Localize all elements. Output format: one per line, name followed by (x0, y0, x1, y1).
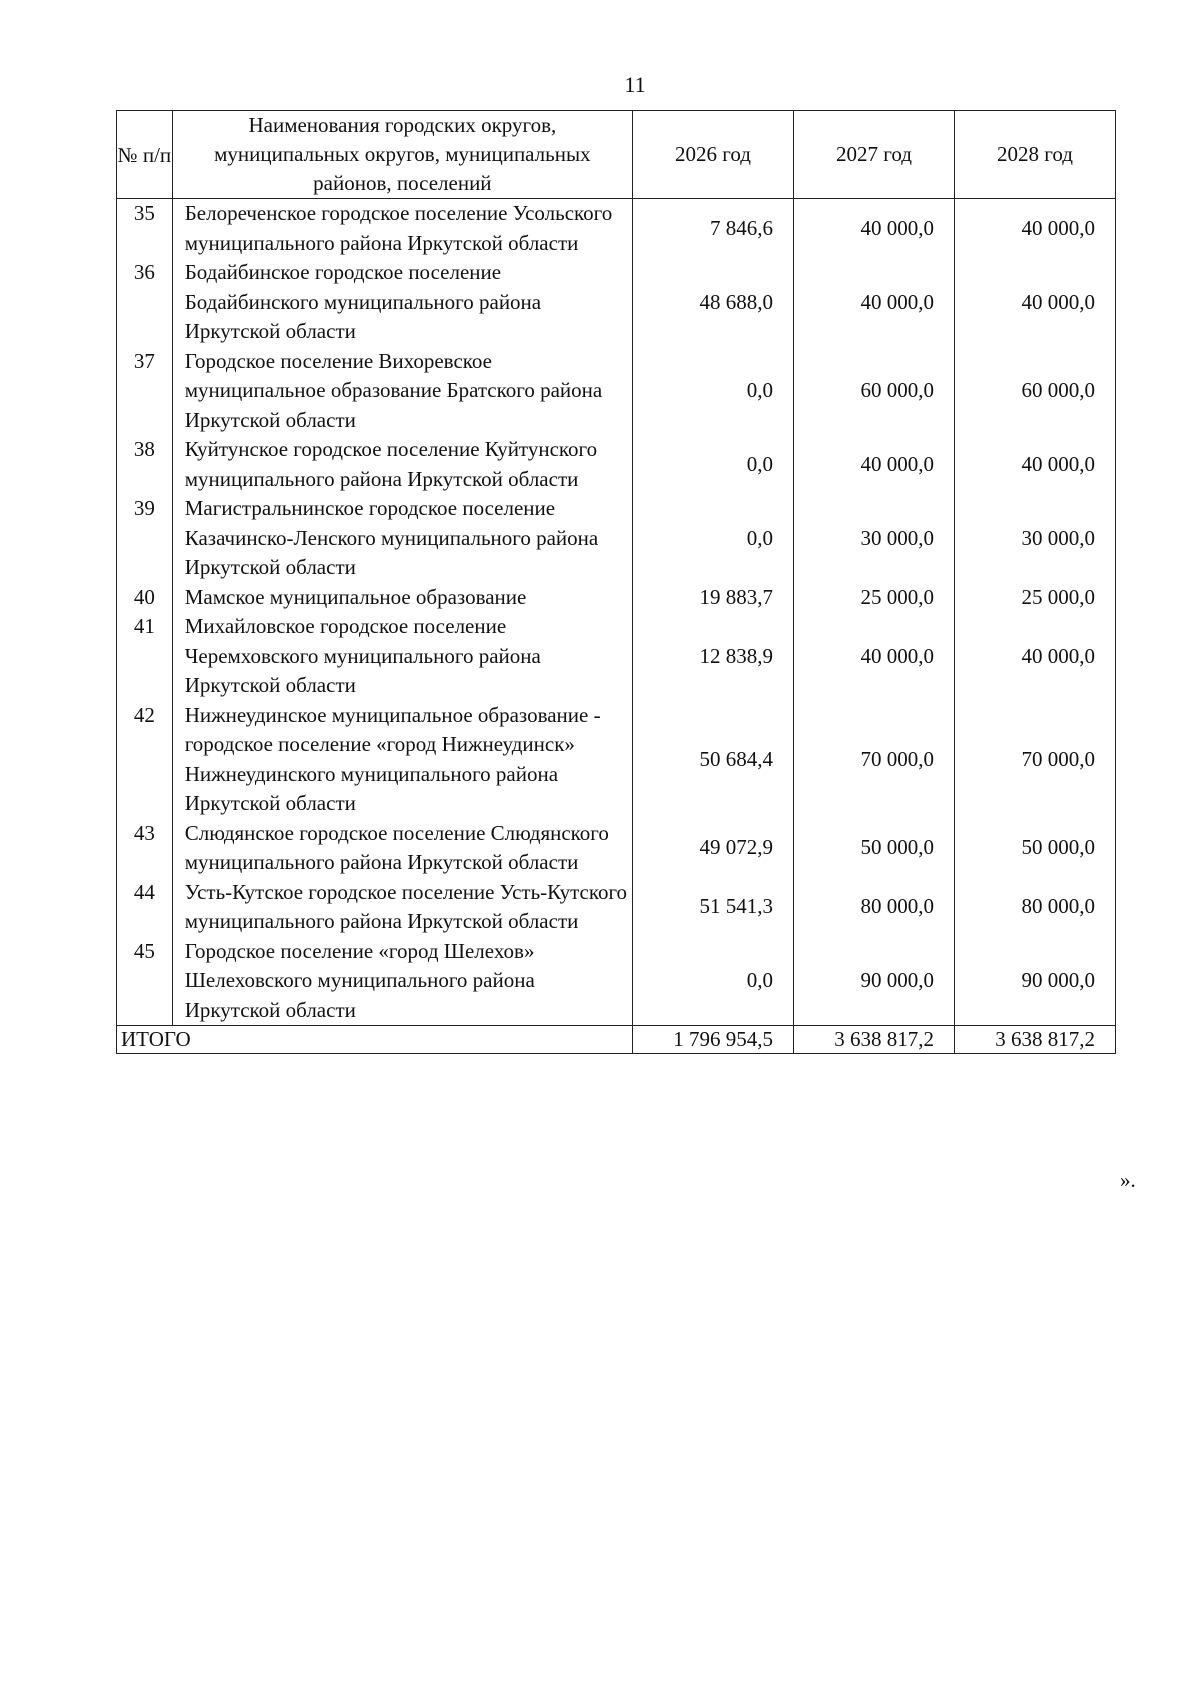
row-name: Бодайбинское городское поселение Бодайбинского муниципального района Иркутской области (172, 258, 632, 347)
row-value-2026: 12 838,9 (633, 612, 794, 701)
row-name: Городское поселение «город Шелехов» Шелеховского муниципального района Иркутской области (172, 937, 632, 1026)
row-value-2026: 0,0 (633, 494, 794, 583)
row-value-2027: 90 000,0 (793, 937, 954, 1026)
table-row (117, 435, 1116, 494)
row-number: 43 (117, 819, 173, 878)
row-name: Куйтунское городское поселение Куйтунского муниципального района Иркутской области (172, 435, 632, 494)
table-row (117, 494, 1116, 583)
row-number: 40 (117, 583, 173, 613)
row-value-2028: 25 000,0 (954, 583, 1115, 613)
row-name: Мамское муниципальное образование (172, 583, 632, 613)
row-value-2026: 51 541,3 (633, 878, 794, 937)
row-value-2028: 70 000,0 (954, 701, 1115, 819)
row-value-2026: 0,0 (633, 435, 794, 494)
row-value-2028: 50 000,0 (954, 819, 1115, 878)
table-row (117, 701, 1116, 819)
row-value-2028: 60 000,0 (954, 347, 1115, 436)
total-label: ИТОГО (117, 1026, 633, 1054)
row-name: Слюдянское городское поселение Слюдянского муниципального района Иркутской области (172, 819, 632, 878)
table-row (117, 612, 1116, 701)
row-value-2027: 70 000,0 (793, 701, 954, 819)
row-value-2028: 40 000,0 (954, 435, 1115, 494)
row-value-2027: 80 000,0 (793, 878, 954, 937)
row-name: Нижнеудинское муниципальное образование - городское поселение «город Нижнеудинск» Нижнеудинского муниципального района Иркутской области (172, 701, 632, 819)
row-number: 45 (117, 937, 173, 1026)
header-name: Наименования городских округов, муниципальных округов, муниципальных районов, поселений (172, 111, 632, 199)
total-value-2027: 3 638 817,2 (793, 1026, 954, 1054)
table-row (117, 347, 1116, 436)
table-row (117, 819, 1116, 878)
row-value-2027: 60 000,0 (793, 347, 954, 436)
table-row (117, 258, 1116, 347)
table-row (117, 937, 1116, 1026)
row-value-2028: 80 000,0 (954, 878, 1115, 937)
row-number: 42 (117, 701, 173, 819)
row-name: Усть-Кутское городское поселение Усть-Кутского муниципального района Иркутской области (172, 878, 632, 937)
row-value-2026: 19 883,7 (633, 583, 794, 613)
row-number: 35 (117, 199, 173, 259)
row-value-2027: 40 000,0 (793, 435, 954, 494)
header-2028: 2028 год (954, 111, 1115, 199)
budget-table (116, 110, 1116, 1054)
total-row (117, 1026, 1116, 1054)
row-value-2028: 90 000,0 (954, 937, 1115, 1026)
total-value-2028: 3 638 817,2 (954, 1026, 1115, 1054)
row-value-2028: 40 000,0 (954, 612, 1115, 701)
row-value-2027: 40 000,0 (793, 612, 954, 701)
header-2027: 2027 год (793, 111, 954, 199)
row-value-2027: 50 000,0 (793, 819, 954, 878)
row-value-2028: 30 000,0 (954, 494, 1115, 583)
row-value-2026: 49 072,9 (633, 819, 794, 878)
row-value-2027: 40 000,0 (793, 199, 954, 259)
total-value-2026: 1 796 954,5 (633, 1026, 794, 1054)
row-value-2028: 40 000,0 (954, 199, 1115, 259)
table-row (117, 878, 1116, 937)
table-header-row (117, 111, 1116, 199)
row-value-2027: 25 000,0 (793, 583, 954, 613)
row-number: 44 (117, 878, 173, 937)
row-name: Магистральнинское городское поселение Казачинско-Ленского муниципального района Иркутской области (172, 494, 632, 583)
row-value-2026: 7 846,6 (633, 199, 794, 259)
row-value-2027: 30 000,0 (793, 494, 954, 583)
row-number: 38 (117, 435, 173, 494)
table-row (117, 199, 1116, 259)
row-value-2027: 40 000,0 (793, 258, 954, 347)
page-number: 11 (624, 72, 646, 97)
row-value-2026: 0,0 (633, 937, 794, 1026)
table-row (117, 583, 1116, 613)
row-value-2026: 48 688,0 (633, 258, 794, 347)
header-number: № п/п (117, 111, 173, 199)
row-number: 41 (117, 612, 173, 701)
row-name: Михайловское городское поселение Черемховского муниципального района Иркутской области (172, 612, 632, 701)
row-number: 37 (117, 347, 173, 436)
row-number: 36 (117, 258, 173, 347)
row-name: Белореченское городское поселение Усольского муниципального района Иркутской области (172, 199, 632, 259)
row-name: Городское поселение Вихоревское муниципальное образование Братского района Иркутской области (172, 347, 632, 436)
closing-quote-mark: ». (1120, 1168, 1136, 1192)
header-2026: 2026 год (633, 111, 794, 199)
row-value-2026: 0,0 (633, 347, 794, 436)
row-value-2028: 40 000,0 (954, 258, 1115, 347)
row-number: 39 (117, 494, 173, 583)
row-value-2026: 50 684,4 (633, 701, 794, 819)
